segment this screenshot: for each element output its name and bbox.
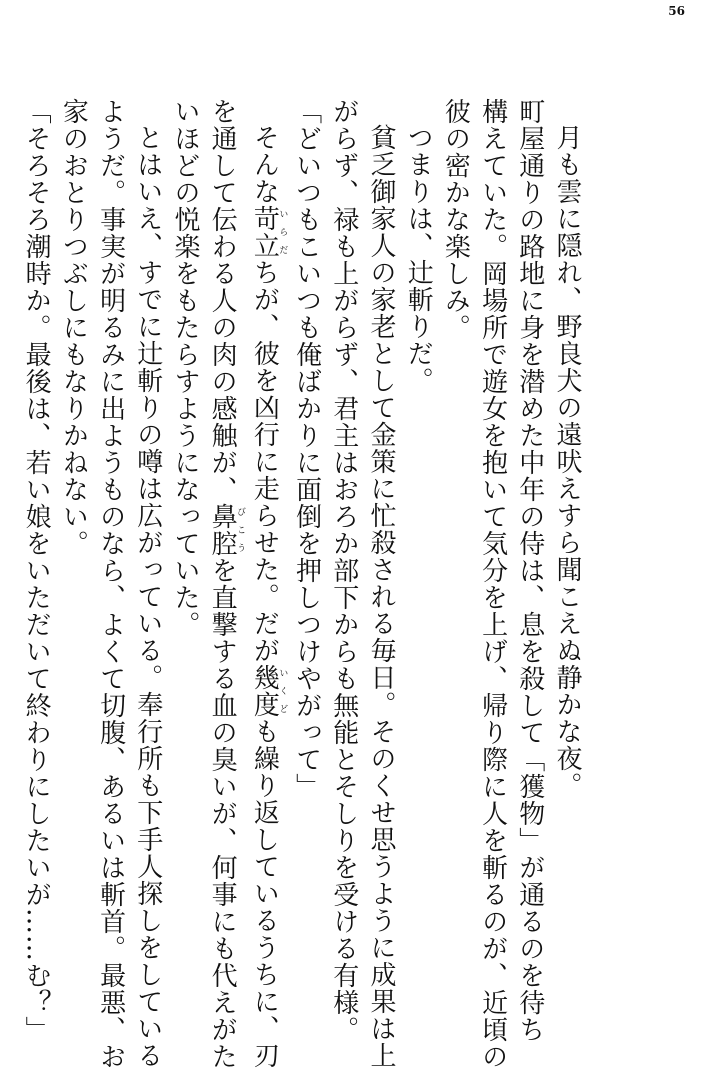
text-line: つまりは、辻斬りだ。 — [403, 124, 434, 394]
text-line: 貧乏御家人の家老として金策に忙殺される毎日。そのくせ思うように成果は上 — [365, 124, 396, 1069]
page-number: 56 — [668, 4, 685, 18]
text-line: 「どいつもこいつも俺ばかりに面倒を押しつけやがって」 — [291, 98, 322, 800]
text-line: 彼の密かな楽しみ。 — [440, 98, 471, 341]
ruby-annotation: 鼻腔びこう — [207, 503, 246, 557]
novel-body-text — [17, 98, 585, 1070]
text-line: とはいえ、すでに辻斬りの噂は広がっている。奉行所も下手人探しをしている — [132, 124, 163, 1069]
ruby-annotation: 幾度いくど — [249, 664, 288, 718]
ruby-annotation: 苛立いらだ — [249, 205, 288, 259]
text-line: 家のおとりつぶしにもなりかねない。 — [58, 98, 89, 557]
text-line: 「そろそろ潮時か。最後は、若い娘をいただいて終わりにしたいが……む？」 — [21, 98, 52, 1043]
text-line: がらず、禄も上がらず、君主はおろか部下からも無能とそしりを受ける有様。 — [328, 98, 359, 1043]
text-line: 月も雲に隠れ、野良犬の遠吠えすら聞こえぬ静かな夜。 — [552, 124, 582, 799]
text-line: そんな苛立いらだちが、彼を凶行に走らせた。だが幾度いくども繰り返しているうちに、刃 — [249, 124, 288, 1069]
text-line: 町屋通りの路地に身を潜めた中年の侍は、息を殺して「獲物」が通るのを待ち — [514, 98, 545, 1043]
text-line: 構えていた。岡場所で遊女を抱いて気分を上げ、帰り際に人を斬るのが、近頃の — [477, 98, 508, 1070]
text-line: ようだ。事実が明るみに出ようものなら、よくて切腹、あるいは斬首。最悪、お — [95, 98, 126, 1070]
text-line: いほどの悦楽をもたらすようになっていた。 — [169, 98, 200, 638]
text-line: を通して伝わる人の肉の感触が、鼻腔びこうを直撃する血の臭いが、何事にも代えがた — [207, 98, 246, 1070]
